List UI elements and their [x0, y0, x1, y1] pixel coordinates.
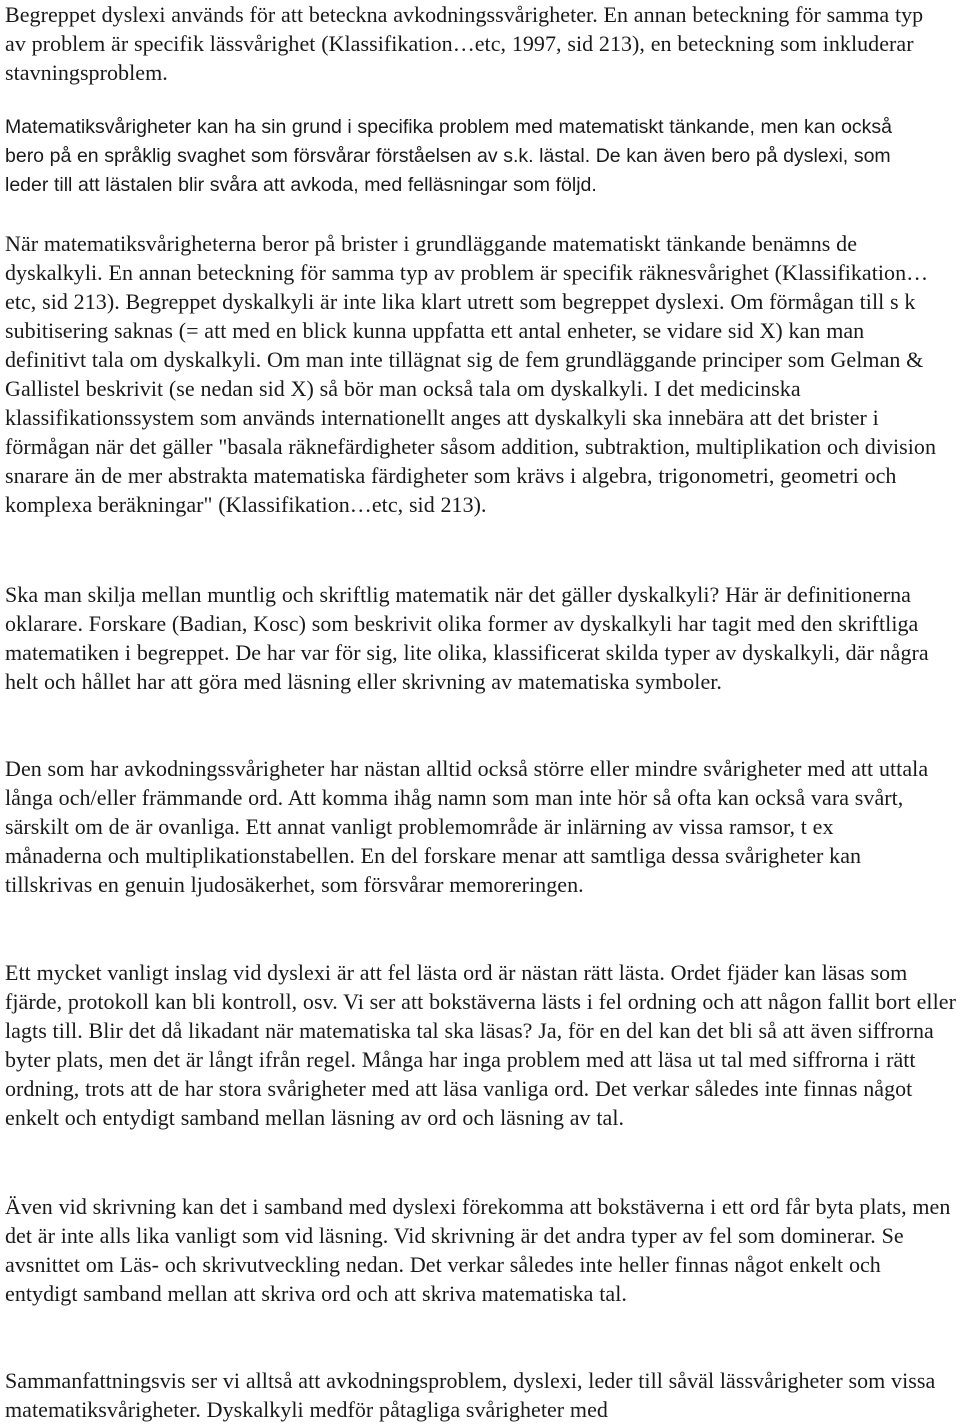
paragraph-fellasta-ord: Ett mycket vanligt inslag vid dyslexi är att fel lästa ord är nästan rätt lästa. Ordet fjäder kan läsas som fjärde, protokoll kan bli kontroll, osv. Vi ser att bokstäverna lästs i fel ordning och att någon fallit bort eller lagts till. Blir det då likadant när matematiska tal ska läsas? Ja, för en del kan det bli så att även siffrorna byter plats, men det är långt ifrån regel. Många har inga problem med att läsa ut tal med siffrorna i rätt ordning, trots att de har stora svårigheter med att läsa vanliga ord. Det verkar således inte finnas något enkelt och entydigt samband mellan läsning av ord och läsning av tal. [5, 960, 956, 1130]
paragraph-avkodningssvarigheter: Den som har avkodningssvårigheter har nästan alltid också större eller mindre svårigheter med att uttala långa och/eller främmande ord. Att komma ihåg namn som man inte hör så ofta kan också vara svårt, särskilt om de är ovanliga. Ett annat vanligt problemområde är inlärning av vissa ramsor, t ex månaderna och multiplikationstabellen. En del forskare menar att samtliga dessa svårigheter kan tillskrivas en genuin ljudosäkerhet, som försvårar memoreringen. [5, 756, 929, 897]
paragraph-matematiksvarigheter: Matematiksvårigheter kan ha sin grund i specifika problem med matematiskt tänkande, men kan också bero på en språklig svaghet som försvårar förståelsen av s.k. lästal. De kan även bero på dyslexi, som leder till att lästalen blir svåra att avkoda, med felläsningar som följd. [5, 116, 893, 196]
paragraph-dyskalkyli-definition: När matematiksvårigheterna beror på brister i grundläggande matematiskt tänkande benämns de dyskalkyli. En annan beteckning för samma typ av problem är specifik räknesvårighet (Klassifikation…etc, sid 213). Begreppet dyskalkyli är inte lika klart utrett som begreppet dyslexi. Om förmågan till s k subitisering saknas (= att med en blick kunna uppfatta ett antal enheter, se vidare sid X) kan man definitivt tala om dyskalkyli. Om man inte tillägnat sig de fem grundläggande principer som Gelman & Gallistel beskrivit (se nedan sid X) så bör man också tala om dyskalkyli. I det medicinska klassifikationssystem som används internationellt anges att dyskalkyli ska innebära att det brister i förmågan när det gäller "basala räknefärdigheter såsom addition, subtraktion, multiplikation och division snarare än de mer abstrakta matematiska färdigheter som krävs i algebra, trigonometri, geometri och komplexa beräkningar" (Klassifikation…etc, sid 213). [5, 231, 937, 517]
paragraph-sammanfattning: Sammanfattningsvis ser vi alltså att avkodningsproblem, dyslexi, leder till såväl lässvårigheter som vissa matematiksvårigheter. Dyskalkyli medför påtagliga svårigheter med [5, 1368, 936, 1422]
paragraph-skrivning: Även vid skrivning kan det i samband med dyslexi förekomma att bokstäverna i ett ord får byta plats, men det är inte alls lika vanligt som vid läsning. Vid skrivning är det andra typer av fel som dominerar. Se avsnittet om Läs- och skrivutveckling nedan. Det verkar således inte heller finnas något enkelt och entydigt samband mellan att skriva ord och att skriva matematiska tal. [5, 1194, 951, 1306]
paragraph-dyslexi-definition: Begreppet dyslexi används för att beteckna avkodningssvårigheter. En annan beteckning för samma typ av problem är specifik lässvårighet (Klassifikation…etc, 1997, sid 213), en beteckning som inkluderar stavningsproblem. [5, 2, 924, 85]
paragraph-muntlig-skriftlig: Ska man skilja mellan muntlig och skriftlig matematik när det gäller dyskalkyli? Här är definitionerna oklarare. Forskare (Badian, Kosc) som beskrivit olika former av dyskalkyli har tagit med den skriftliga matematiken i begreppet. De har var för sig, lite olika, klassificerat skilda typer av dyskalkyli, där några helt och hållet har att göra med läsning eller skrivning av matematiska symboler. [5, 582, 929, 694]
